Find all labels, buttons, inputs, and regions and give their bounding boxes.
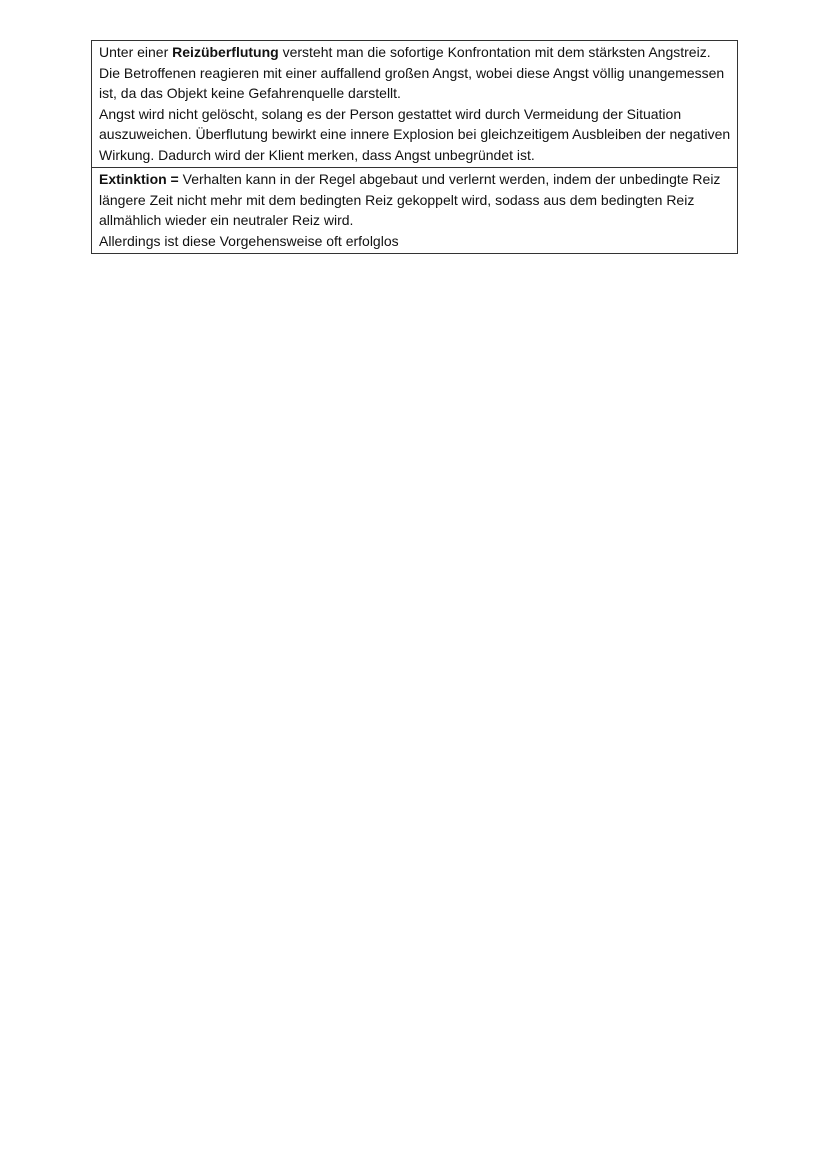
extinktion-note: Allerdings ist diese Vorgehensweise oft erfolglos bbox=[99, 232, 399, 249]
extinktion-definition bbox=[99, 169, 731, 231]
reizueberflutung-definition bbox=[99, 42, 731, 104]
definitions-table bbox=[91, 40, 738, 254]
table-row bbox=[92, 168, 738, 254]
term-extinktion: Extinktion = bbox=[99, 171, 179, 187]
text-run: Verhalten kann in der Regel abgebaut und verlernt werden, indem der unbedingte Reiz längere Zeit nicht mehr mit dem bedingten Reiz gekoppelt wird, sodass aus dem bedingten Reiz allmählich wieder ein neutraler Reiz wird. bbox=[99, 171, 721, 228]
term-reizueberflutung: Reizüberflutung bbox=[172, 44, 279, 60]
table-row bbox=[92, 41, 738, 168]
reizueberflutung-cell bbox=[92, 41, 738, 168]
extinktion-cell bbox=[92, 168, 738, 254]
text-run: Unter einer bbox=[99, 44, 173, 60]
text-run: versteht man die sofortige Konfrontation mit dem stärksten Angstreiz. Die Betroffenen reagieren mit einer auffallend großen Angst, wobei diese Angst völlig unangemessen ist, da das Objekt keine Gefahrenquelle darstellt. bbox=[99, 44, 725, 101]
reizueberflutung-explanation: Angst wird nicht gelöscht, solang es der Person gestattet wird durch Vermeidung der Situation auszuweichen. Überflutung bewirkt eine innere Explosion bei gleichzeitigem Ausbleiben der negativen Wirkung. Dadurch wird der Klient merken, dass Angst unbegründet ist. bbox=[99, 105, 731, 163]
